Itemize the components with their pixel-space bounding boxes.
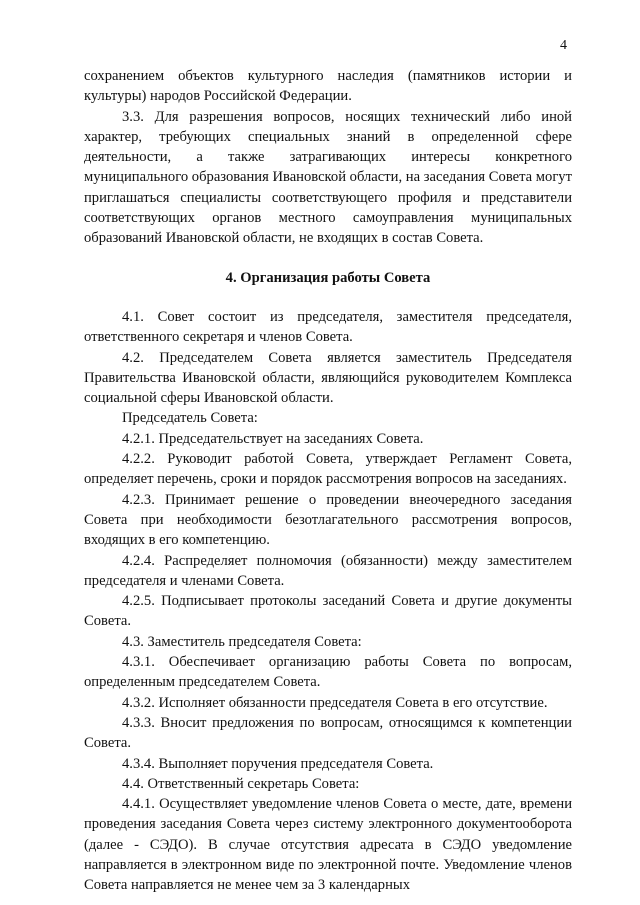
paragraph: 4.2.4. Распределяет полномочия (обязанности) между заместителем председателя и членами Совета. xyxy=(84,552,572,589)
document-body xyxy=(84,66,572,896)
paragraph: 4.3. Заместитель председателя Совета: xyxy=(122,633,362,650)
paragraph: 3.3. Для разрешения вопросов, носящих технический либо иной характер, требующих специальных знаний в определенной сфере деятельности, а также затрагивающих интересы конкретного муниципального образования Ивановской области, на заседания Совета могут приглашаться специалисты соответствующего профиля и представители соответствующих органов местного самоуправления муниципальных образований Ивановской области, не входящих в состав Совета. xyxy=(84,108,572,247)
paragraph: 4.4. Ответственный секретарь Совета: xyxy=(122,775,360,792)
paragraph: 4.3.4. Выполняет поручения председателя Совета. xyxy=(122,755,434,772)
paragraph: 4.2.1. Председательствует на заседаниях Совета. xyxy=(122,430,424,447)
paragraph: 4.4.1. Осуществляет уведомление членов Совета о месте, дате, времени проведения заседания Совета через систему электронного документооборота (далее - СЭДО). В случае отсутствия адресата в СЭДО уведомление направляется в электронном виде по электронной почте. Уведомление членов Совета направляется не менее чем за 3 календарных xyxy=(84,796,572,894)
paragraph: 4.2.3. Принимает решение о проведении внеочередного заседания Совета при необходимости безотлагательного рассмотрения вопросов, входящих в его компетенцию. xyxy=(84,491,572,549)
paragraph: 4.3.2. Исполняет обязанности председателя Совета в его отсутствие. xyxy=(122,694,548,711)
paragraph: 4.2. Председателем Совета является заместитель Председателя Правительства Ивановской области, являющийся руководителем Комплекса социальной сферы Ивановской области. xyxy=(84,349,572,407)
paragraph: 4.2.5. Подписывает протоколы заседаний Совета и другие документы Совета. xyxy=(84,593,572,630)
paragraph: 4.3.3. Вносит предложения по вопросам, относящимся к компетенции Совета. xyxy=(84,714,572,752)
paragraph: 4.3.1. Обеспечивает организацию работы Совета по вопросам, определенным председателем Совета. xyxy=(84,654,572,691)
paragraph: Председатель Совета: xyxy=(122,410,258,427)
paragraph: сохранением объектов культурного наследия (памятников истории и культуры) народов Российской Федерации. xyxy=(84,68,572,105)
paragraph: 4.2.2. Руководит работой Совета, утверждает Регламент Совета, определяет перечень, сроки и порядок рассмотрения вопросов на заседаниях. xyxy=(84,451,572,488)
paragraph: 4.1. Совет состоит из председателя, заместителя председателя, ответственного секретаря и членов Совета. xyxy=(84,308,572,346)
section-heading: 4. Организация работы Совета xyxy=(225,269,431,286)
page-number: 4 xyxy=(560,38,567,53)
